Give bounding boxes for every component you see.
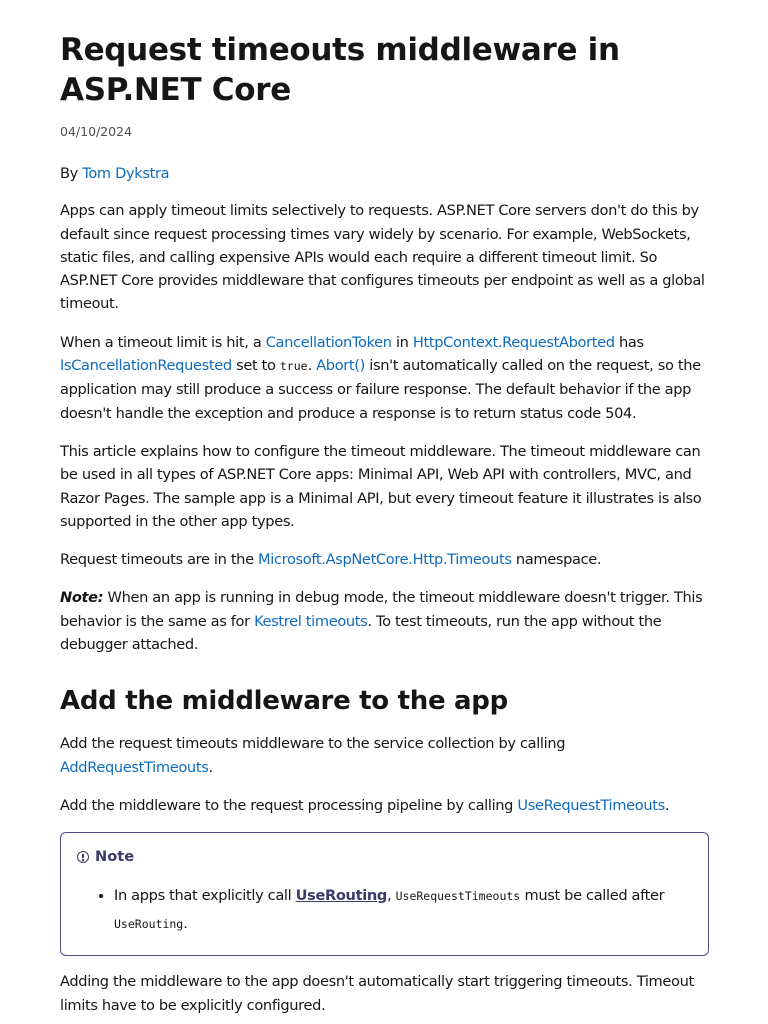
use-routing-link[interactable]: UseRouting — [295, 887, 388, 905]
configure-paragraph: Adding the middleware to the app doesn't automatically start triggering timeouts. Timeout limits have to be explicitly configured. — [60, 973, 694, 1014]
text: Request timeouts are in the — [60, 551, 259, 569]
add-request-timeouts-link[interactable]: AddRequestTimeouts — [60, 758, 209, 776]
text: . — [664, 796, 670, 814]
text: . — [183, 915, 188, 933]
timeouts-namespace-link[interactable]: Microsoft.AspNetCore.Http.Timeouts — [258, 551, 512, 569]
article-scope-paragraph: This article explains how to configure the timeout middleware. The timeout middleware can be used in all types of ASP.NET Core apps: Minimal API, Web API with controllers, MVC, and Razor Pages. The sample app is a Minimal API, but every timeout feature it illustrates is also supported in the other app types. — [60, 442, 702, 530]
author-link[interactable]: Tom Dykstra — [82, 165, 170, 182]
is-cancellation-requested-link[interactable]: IsCancellationRequested — [60, 357, 232, 375]
article-date: 04/10/2024 — [60, 124, 133, 139]
note-label: Note: — [60, 589, 104, 607]
note-header — [77, 848, 692, 865]
text: . To test timeouts, run the app without the debugger attached. — [60, 612, 662, 654]
text: When a timeout limit is hit, a — [60, 333, 266, 351]
add-pipeline-paragraph — [60, 794, 708, 817]
text: isn't automatically called on the request, so the application may still produce a success or failure response. The default behavior if the app doesn't handle the exception and produce a response is to return status code 504. — [60, 357, 701, 422]
page-title: Request timeouts middleware in ASP.NET Core — [60, 32, 620, 108]
text: When an app is running in debug mode, the timeout middleware doesn't trigger. This behavior is the same as for — [60, 589, 703, 630]
section-heading: Add the middleware to the app — [60, 686, 508, 717]
timeout-hit-paragraph — [60, 331, 708, 425]
inline-code: true — [279, 359, 308, 374]
note-callout — [60, 832, 709, 956]
list-item — [114, 882, 692, 938]
text: namespace. — [511, 551, 602, 569]
text: , — [387, 887, 396, 905]
text: . — [307, 357, 317, 375]
request-aborted-link[interactable]: HttpContext.RequestAborted — [412, 333, 615, 351]
namespace-paragraph — [60, 548, 708, 571]
info-icon — [77, 851, 89, 863]
note-list — [77, 882, 692, 938]
byline — [60, 162, 708, 185]
intro-paragraph: Apps can apply timeout limits selectively to requests. ASP.NET Core servers don't do this by default since request processing times vary widely by scenario. For example, WebSockets, static files, and calling expensive APIs would each require a different timeout limit. So ASP.NET Core provides middleware that configures timeouts per endpoint as well as a global timeout. — [60, 202, 705, 313]
text: in — [391, 333, 413, 351]
text: In apps that explicitly call — [114, 887, 296, 905]
text: . — [208, 758, 213, 776]
add-service-paragraph — [60, 732, 708, 779]
text: Add the request timeouts middleware to the service collection by calling — [60, 735, 566, 753]
note-title: Note — [95, 848, 135, 866]
abort-link[interactable]: Abort() — [316, 357, 365, 375]
debug-note-paragraph — [60, 586, 708, 656]
inline-code: UseRequestTimeouts — [395, 889, 521, 904]
text: Add the middleware to the request processing pipeline by calling — [60, 796, 518, 814]
cancellation-token-link[interactable]: CancellationToken — [265, 333, 392, 351]
text: set to — [231, 357, 280, 375]
inline-code: UseRouting — [114, 917, 184, 932]
byline-prefix: By — [60, 165, 83, 182]
use-request-timeouts-link[interactable]: UseRequestTimeouts — [517, 796, 665, 814]
kestrel-timeouts-link[interactable]: Kestrel timeouts — [254, 612, 368, 630]
text: must be called after — [520, 887, 665, 905]
text: has — [614, 333, 644, 351]
